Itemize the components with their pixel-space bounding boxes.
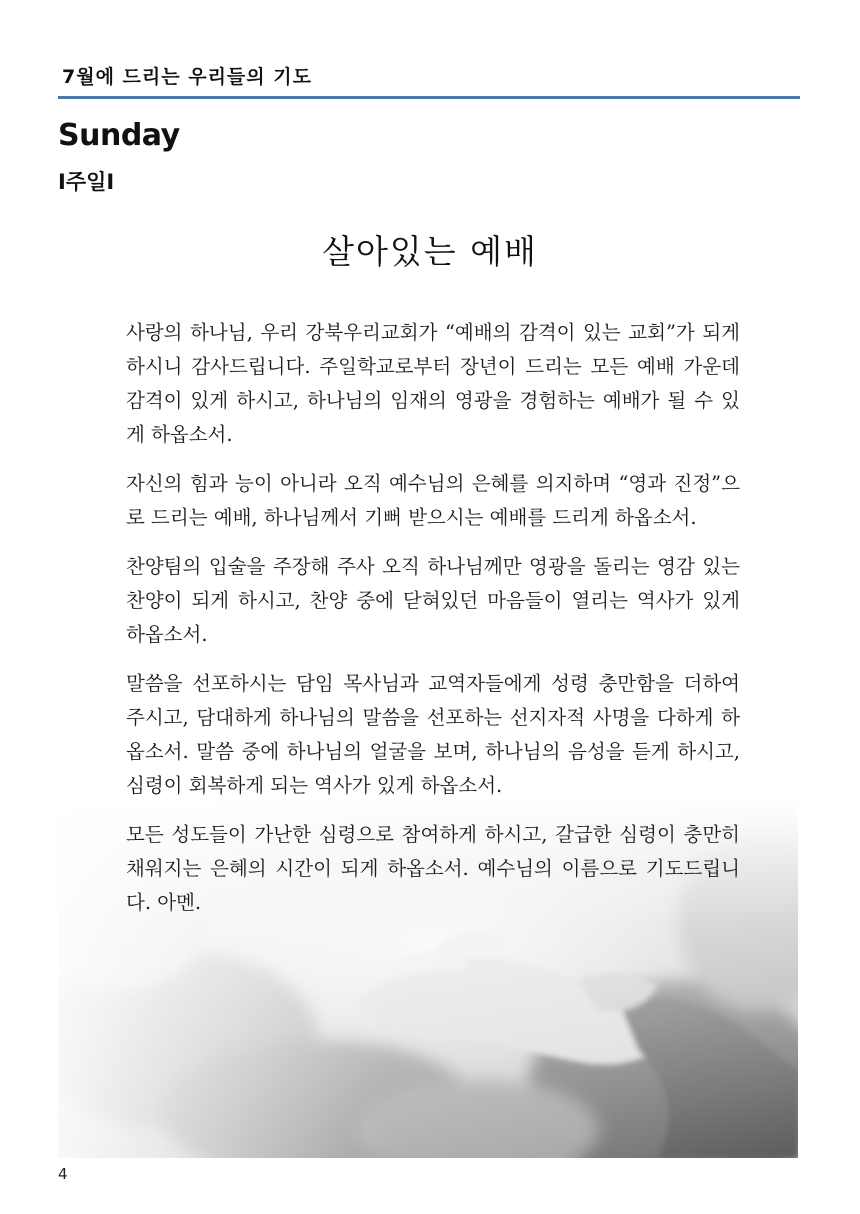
running-header: 7월에 드리는 우리들의 기도: [62, 66, 312, 88]
page-number: 4: [58, 1165, 68, 1183]
day-korean-heading: I주일I: [58, 170, 115, 194]
prayer-paragraph: 모든 성도들이 가난한 심령으로 참여하게 하시고, 갈급한 심령이 충만히 채워지는 은혜의 시간이 되게 하옵소서. 예수님의 이름으로 기도드립니다. 아멘.: [126, 823, 740, 914]
prayer-paragraph: 말씀을 선포하시는 담임 목사님과 교역자들에게 성령 충만함을 더하여 주시고, 담대하게 하나님의 말씀을 선포하는 선지자적 사명을 다하게 하옵소서. 말씀 중에 하나님의 얼굴을 보며, 하나님의 음성을 듣게 하시고, 심령이 회복하게 되는 역사가 있게 하옵소서.: [126, 672, 740, 797]
prayer-paragraph: 찬양팀의 입술을 주장해 주사 오직 하나님께만 영광을 돌리는 영감 있는 찬양이 되게 하시고, 찬양 중에 닫혀있던 마음들이 열리는 역사가 있게 하옵소서.: [126, 555, 740, 646]
prayer-paragraph: 자신의 힘과 능이 아니라 오직 예수님의 은혜를 의지하며 “영과 진정”으로 드리는 예배, 하나님께서 기뻐 받으시는 예배를 드리게 하옵소서.: [126, 472, 740, 529]
day-english-heading: Sunday: [58, 118, 180, 153]
prayer-title: 살아있는 예배: [322, 232, 538, 271]
prayer-body: [126, 316, 740, 935]
header-rule: [58, 96, 800, 99]
prayer-paragraph: 사랑의 하나님, 우리 강북우리교회가 “예배의 감격이 있는 교회”가 되게 하시니 감사드립니다. 주일학교로부터 장년이 드리는 모든 예배 가운데 감격이 있게 하시고, 하나님의 임재의 영광을 경험하는 예배가 될 수 있게 하옵소서.: [126, 321, 740, 446]
